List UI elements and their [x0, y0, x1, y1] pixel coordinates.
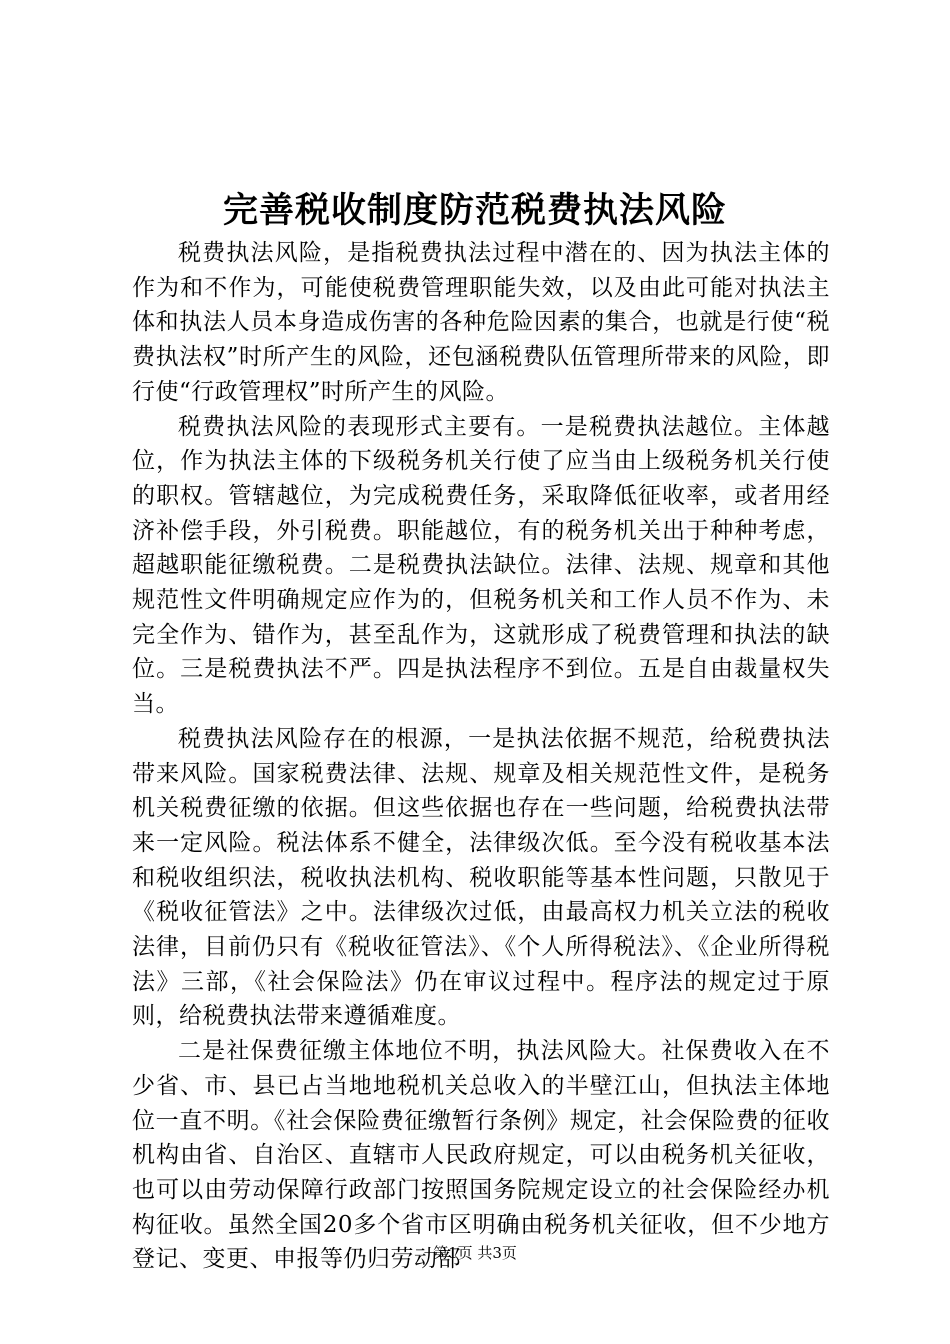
- page-footer: [0, 1243, 950, 1263]
- page-number: 第1页 共3页: [433, 1244, 517, 1262]
- paragraph-1: 税费执法风险，是指税费执法过程中潜在的、因为执法主体的作为和不作为，可能使税费管理职能失效，以及由此可能对执法主体和执法人员本身造成伤害的各种危险因素的集合，也就是行使“税费执法权”时所产生的风险，还包涵税费队伍管理所带来的风险，即行使“行政管理权”时所产生的风险。: [132, 240, 830, 405]
- paragraph-4: 二是社保费征缴主体地位不明，执法风险大。社保费收入在不少省、市、县已占当地地税机关总收入的半壁江山，但执法主体地位一直不明。《社会保险费征缴暂行条例》规定，社会保险费的征收机构由省、自治区、直辖市人民政府规定，可以由税务机关征收，也可以由劳动保障行政部门按照国务院规定设立的社会保险经办机构征收。虽然全国20多个省市区明确由税务机关征收，但不少地方登记、变更、申报等仍归劳动部: [132, 1038, 830, 1273]
- document-body: [132, 236, 830, 1277]
- paragraph-2: 税费执法风险的表现形式主要有。一是税费执法越位。主体越位，作为执法主体的下级税务机关行使了应当由上级税务机关行使的职权。管辖越位，为完成税费任务，采取降低征收率，或者用经济补偿手段，外引税费。职能越位，有的税务机关出于种种考虑，超越职能征缴税费。二是税费执法缺位。法律、法规、规章和其他规范性文件明确规定应作为的，但税务机关和工作人员不作为、未完全作为、错作为，甚至乱作为，这就形成了税费管理和执法的缺位。三是税费执法不严。四是执法程序不到位。五是自由裁量权失当。: [132, 413, 830, 718]
- paragraph-3: 税费执法风险存在的根源，一是执法依据不规范，给税费执法带来风险。国家税费法律、法规、规章及相关规范性文件，是税务机关税费征缴的依据。但这些依据也存在一些问题，给税费执法带来一定风险。税法体系不健全，法律级次低。至今没有税收基本法和税收组织法，税收执法机构、税收职能等基本性问题，只散见于《税收征管法》之中。法律级次过低，由最高权力机关立法的税收法律，目前仍只有《税收征管法》、《个人所得税法》、《企业所得税法》三部，《社会保险法》仍在审议过程中。程序法的规定过于原则，给税费执法带来遵循难度。: [132, 725, 830, 1030]
- page-title: 完善税收制度防范税费执法风险: [222, 190, 727, 231]
